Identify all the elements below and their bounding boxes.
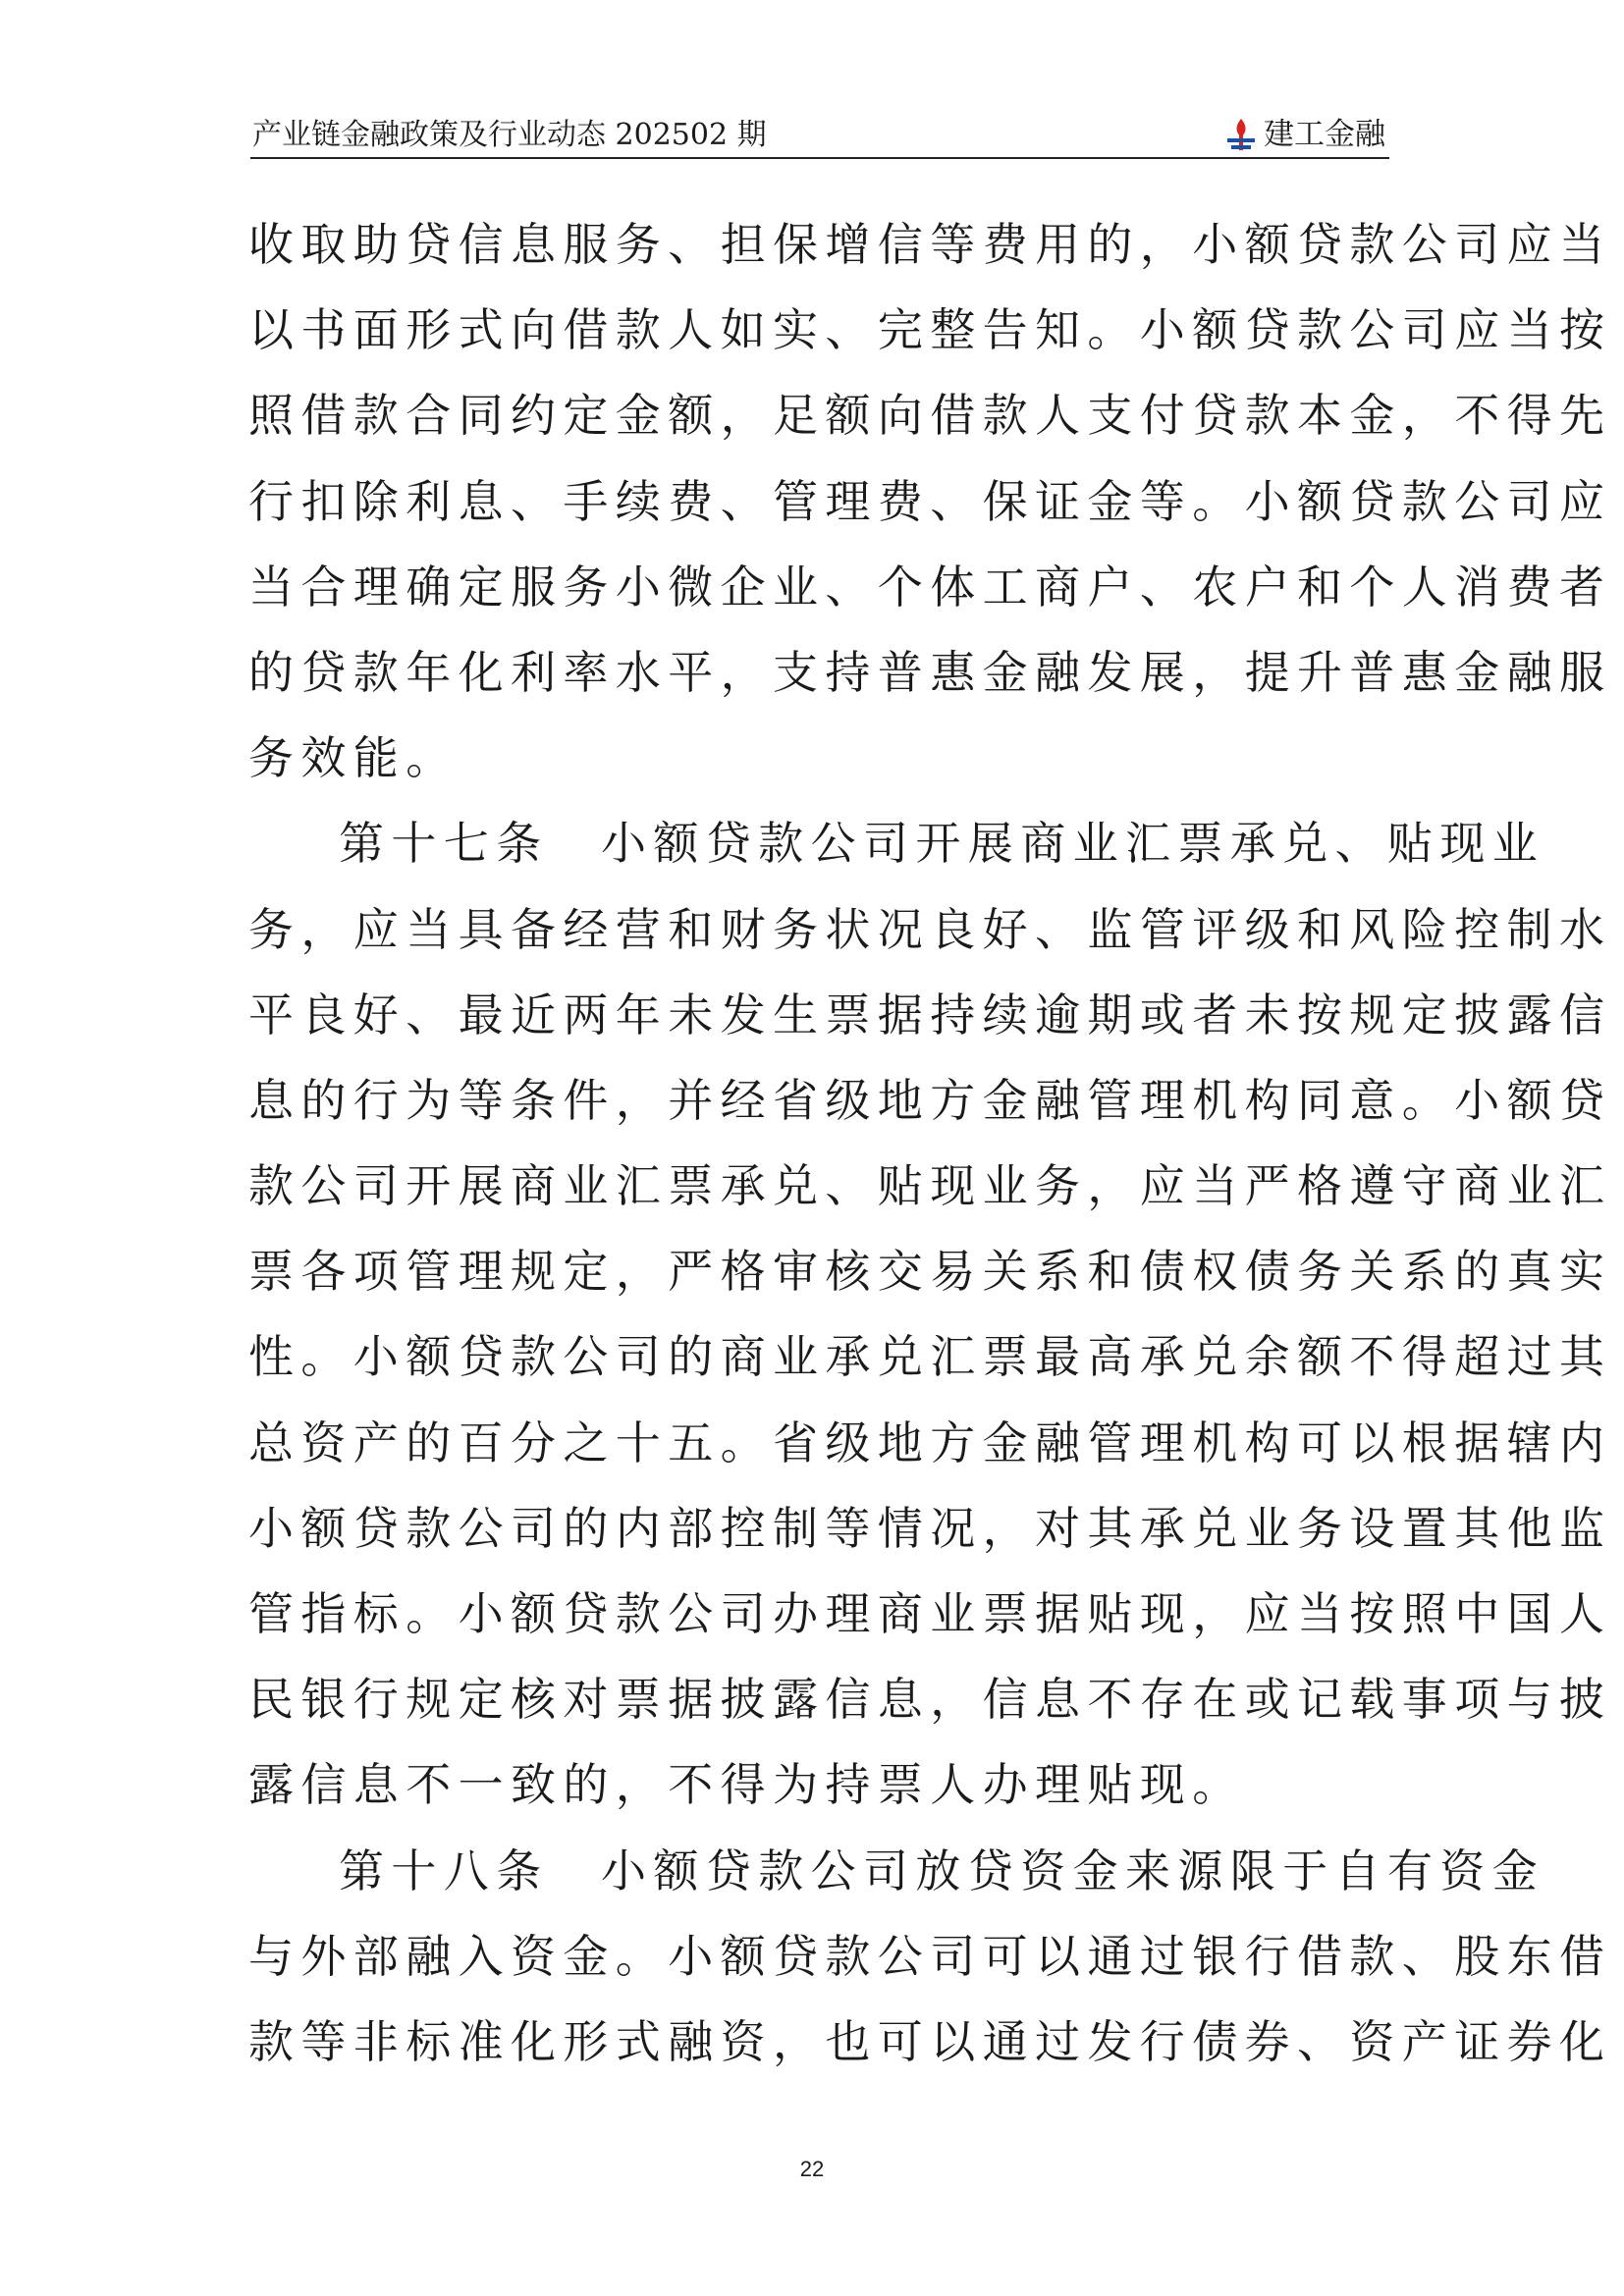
body-line: 性。小额贷款公司的商业承兑汇票最高承兑余额不得超过其 (248, 1330, 1612, 1384)
body-line: 当合理确定服务小微企业、个体工商户、农户和个人消费者 (248, 560, 1612, 614)
body-line: 总资产的百分之十五。省级地方金融管理机构可以根据辖内 (248, 1415, 1612, 1469)
body-line: 与外部融入资金。小额贷款公司可以通过银行借款、股东借 (248, 1929, 1612, 1983)
article-18-heading-line: 第十八条 小额贷款公司放贷资金来源限于自有资金 (339, 1843, 1545, 1897)
body-line: 平良好、最近两年未发生票据持续逾期或者未按规定披露信 (248, 988, 1612, 1041)
body-line: 行扣除利息、手续费、管理费、保证金等。小额贷款公司应 (248, 474, 1612, 528)
jiangong-logo-icon (1224, 117, 1258, 152)
brand-name: 建工金融 (1264, 117, 1385, 152)
body-line: 管指标。小额贷款公司办理商业票据贴现，应当按照中国人 (248, 1587, 1612, 1640)
body-line: 民银行规定核对票据披露信息，信息不存在或记载事项与披 (248, 1673, 1612, 1727)
header-brand (1224, 116, 1385, 153)
body-line: 的贷款年化利率水平，支持普惠金融发展，提升普惠金融服 (248, 645, 1612, 699)
body-line: 小额贷款公司的内部控制等情况，对其承兑业务设置其他监 (248, 1501, 1612, 1555)
body-line: 务，应当具备经营和财务状况良好、监管评级和风险控制水 (248, 902, 1612, 956)
body-line: 息的行为等条件，并经省级地方金融管理机构同意。小额贷 (248, 1073, 1612, 1127)
page-header (250, 110, 1389, 159)
body-line: 照借款合同约定金额，足额向借款人支付贷款本金，不得先 (248, 389, 1612, 443)
article-17-heading-line: 第十七条 小额贷款公司开展商业汇票承兑、贴现业 (339, 817, 1545, 871)
body-line: 露信息不一致的，不得为持票人办理贴现。 (248, 1758, 1245, 1812)
body-line: 票各项管理规定，严格审核交易关系和债权债务关系的真实 (248, 1245, 1612, 1299)
body-line: 款公司开展商业汇票承兑、贴现业务，应当严格遵守商业汇 (248, 1159, 1612, 1213)
document-body (248, 202, 1612, 2085)
body-line: 以书面形式向借款人如实、完整告知。小额贷款公司应当按 (248, 303, 1612, 357)
body-line: 收取助贷信息服务、担保增信等费用的，小额贷款公司应当 (248, 218, 1612, 271)
body-line: 务效能。 (248, 731, 459, 785)
header-title: 产业链金融政策及行业动态 202502 期 (252, 118, 767, 152)
body-line: 款等非标准化形式融资，也可以通过发行债券、资产证券化 (248, 2014, 1612, 2068)
page-number: 22 (799, 2157, 825, 2181)
